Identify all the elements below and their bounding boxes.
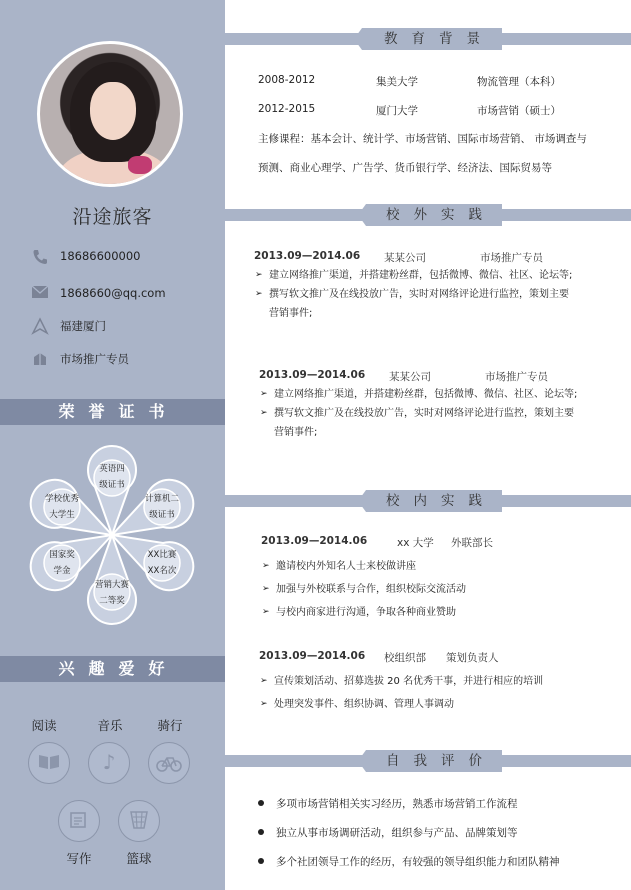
honors-flower <box>25 445 200 625</box>
email-text: 1868660@qq.com <box>60 286 166 300</box>
contact-position <box>0 348 225 370</box>
book-icon <box>28 742 70 784</box>
education-row: 2012-2015 厦门大学 市场营销（硕士） <box>258 103 561 117</box>
location-text: 福建厦门 <box>60 319 106 333</box>
profile-name: 沿途旅客 <box>72 206 153 228</box>
profile-photo <box>37 41 183 187</box>
self-eval-item: 多个社团领导工作的经历，有较强的领导组织能力和团队精神 <box>276 854 560 869</box>
hobby-label-writing: 写作 <box>66 851 92 866</box>
honor-item: 计算机二 级证书 <box>144 494 179 520</box>
job-header: 2013.09—2014.06 xx 大学 外联部长 <box>261 535 493 549</box>
education-title: 教育背景 <box>362 28 502 50</box>
job-header: 2013.09—2014.06 某某公司 市场推广专员 <box>254 250 543 264</box>
self-eval-title: 自我评价 <box>366 750 502 772</box>
self-eval-item: 多项市场营销相关实习经历，熟悉市场营销工作流程 <box>276 796 518 811</box>
contact-phone <box>0 246 225 268</box>
honor-item: 英语四 级证书 <box>99 464 125 490</box>
hobbies-title: 兴趣爱好 <box>0 656 225 682</box>
job-duties: ➢ 邀请校内外知名人士来校做讲座 ➢ 加强与外校联系与合作，组织校际交流活动 ➢ 与校内商家进行沟通，争取各种商业赞助 <box>262 561 466 618</box>
honor-item: XX比赛 XX名次 <box>147 550 177 576</box>
position-text: 市场推广专员 <box>60 352 129 366</box>
hobby-label-basketball: 篮球 <box>126 851 152 866</box>
music-note-icon: ♪ <box>88 742 130 784</box>
contact-location <box>0 315 225 337</box>
honor-item: 学校优秀 大学生 <box>44 494 79 520</box>
email-icon <box>30 285 50 303</box>
hobby-label-cycling: 骑行 <box>157 718 183 733</box>
honors-title: 荣誉证书 <box>0 399 225 425</box>
job-duties: ➢ 宣传策划活动、招募选拔 20 名优秀干事，并进行相应的培训 ➢ 处理突发事件、组织协调、管理人事调动 <box>260 676 544 710</box>
honor-item: 营销大赛 二等奖 <box>94 580 129 606</box>
campus-title: 校内实践 <box>366 490 502 512</box>
practice-title: 校外实践 <box>366 204 502 226</box>
job-header: 2013.09—2014.06 校组织部 策划负责人 <box>259 650 499 664</box>
location-arrow-icon <box>30 317 50 335</box>
job-header: 2013.09—2014.06 某某公司 市场推广专员 <box>259 369 548 383</box>
contact-email <box>0 283 225 305</box>
phone-icon <box>30 248 50 266</box>
basketball-icon <box>118 800 160 842</box>
phone-text: 18686600000 <box>60 249 141 263</box>
sidebar <box>0 0 225 890</box>
bicycle-icon <box>148 742 190 784</box>
self-eval-item: 独立从事市场调研活动，组织参与产品、品牌策划等 <box>276 825 518 840</box>
job-duties: ➢ 建立网络推广渠道，并搭建粉丝群，包括微博、微信、社区、论坛等; ➢ 撰写软文推广及在线投放广告，实时对网络评论进行监控，策划主要 营销事件; <box>255 270 573 319</box>
gift-icon <box>30 350 50 368</box>
job-duties: ➢ 建立网络推广渠道，并搭建粉丝群，包括微博、微信、社区、论坛等; ➢ 撰写软文推广及在线投放广告，实时对网络评论进行监控，策划主要 营销事件; <box>260 389 578 438</box>
hobby-label-reading: 阅读 <box>31 718 57 733</box>
writing-icon <box>58 800 100 842</box>
courses-text: 主修课程：基本会计、统计学、市场营销、国际市场营销、 市场调查与 预测、商业心理学、广告学、货币银行学、经济法、国际贸易等 <box>258 133 587 174</box>
education-row: 2008-2012 集美大学 物流管理（本科） <box>258 74 561 88</box>
hobby-label-music: 音乐 <box>97 718 123 733</box>
honor-item: 国家奖 学金 <box>49 550 75 576</box>
